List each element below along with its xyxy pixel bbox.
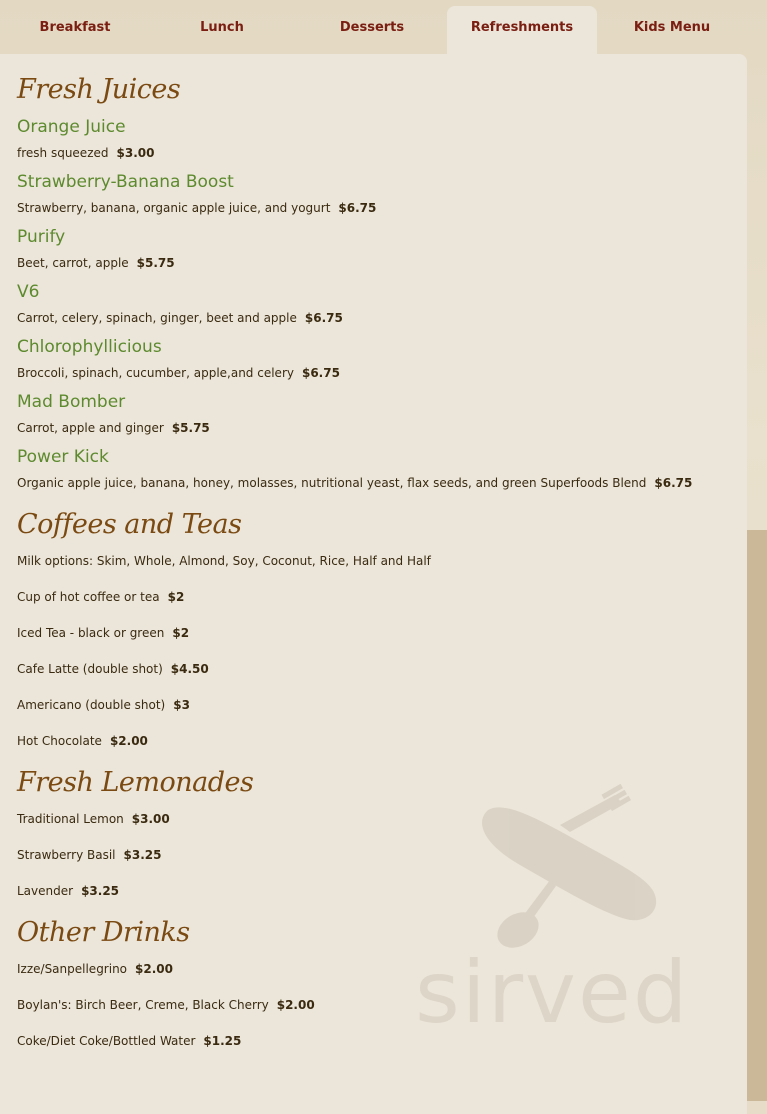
item-price: $6.75	[654, 476, 693, 490]
item-price: $2.00	[109, 734, 148, 748]
watermark-text: sirved	[415, 943, 690, 1040]
item-name: V6	[17, 282, 40, 302]
item-price: $3.25	[123, 848, 162, 862]
item-price: $2.00	[135, 962, 173, 976]
item-line: Lavender $3.25	[17, 884, 120, 898]
item-price: $3	[173, 698, 190, 712]
item-line: Strawberry Basil $3.25	[17, 848, 162, 862]
item-name: Orange Juice	[17, 117, 126, 137]
item-line: Cup of hot coffee or tea $2	[17, 590, 185, 604]
item-price: $6.75	[301, 366, 340, 380]
item-price: $3.00	[116, 146, 155, 160]
item-price: $2.00	[276, 998, 315, 1012]
item-price: $2	[172, 626, 190, 640]
item-price: $5.75	[136, 256, 175, 270]
section-title-coffees-teas: Coffees and Teas	[17, 509, 242, 540]
item-name: Chlorophyllicious	[17, 337, 162, 357]
right-edge-strip	[747, 530, 767, 1101]
item-line: Izze/Sanpellegrino $2.00	[17, 962, 173, 976]
item-description: Carrot, celery, spinach, ginger, beet and apple $6.75	[17, 311, 343, 325]
section-title-fresh-lemonades: Fresh Lemonades	[17, 767, 254, 798]
item-price: $3.25	[81, 884, 120, 898]
item-price: $2	[167, 590, 185, 604]
item-line: Iced Tea - black or green $2	[17, 626, 190, 640]
item-line: Traditional Lemon $3.00	[17, 812, 170, 826]
milk-options-note: Milk options: Skim, Whole, Almond, Soy, Coconut, Rice, Half and Half	[17, 554, 431, 568]
menu-tabs	[0, 0, 767, 56]
item-line: Americano (double shot) $3	[17, 698, 190, 712]
tab-refreshments[interactable]: Refreshments	[447, 6, 597, 56]
section-title-fresh-juices: Fresh Juices	[17, 74, 181, 105]
tab-kids-menu[interactable]: Kids Menu	[633, 19, 711, 35]
item-price: $6.75	[304, 311, 343, 325]
section-title-other-drinks: Other Drinks	[17, 917, 190, 948]
item-description: fresh squeezed $3.00	[17, 146, 155, 160]
item-price: $6.75	[338, 201, 377, 215]
item-name: Power Kick	[17, 447, 109, 467]
fork-spoon-knife-icon	[482, 784, 656, 955]
item-description: Beet, carrot, apple $5.75	[17, 256, 175, 270]
item-name: Purify	[17, 227, 66, 247]
sirved-watermark	[410, 770, 720, 1040]
item-line: Cafe Latte (double shot) $4.50	[17, 662, 209, 676]
item-name: Strawberry-Banana Boost	[17, 172, 234, 192]
tab-lunch[interactable]: Lunch	[200, 19, 244, 35]
item-description: Organic apple juice, banana, honey, molasses, nutritional yeast, flax seeds, and green Superfoods Blend $6.75	[17, 476, 693, 490]
item-name: Mad Bomber	[17, 392, 126, 412]
item-description: Carrot, apple and ginger $5.75	[17, 421, 210, 435]
item-line: Coke/Diet Coke/Bottled Water $1.25	[17, 1034, 242, 1048]
item-description: Strawberry, banana, organic apple juice, and yogurt $6.75	[17, 201, 377, 215]
item-line: Boylan's: Birch Beer, Creme, Black Cherry $2.00	[17, 998, 315, 1012]
item-line: Hot Chocolate $2.00	[17, 734, 148, 748]
item-description: Broccoli, spinach, cucumber, apple,and celery $6.75	[17, 366, 340, 380]
item-price: $3.00	[131, 812, 170, 826]
item-price: $5.75	[171, 421, 210, 435]
tab-breakfast[interactable]: Breakfast	[39, 19, 111, 35]
tab-desserts[interactable]: Desserts	[339, 19, 405, 35]
item-price: $1.25	[203, 1034, 242, 1048]
item-price: $4.50	[170, 662, 209, 676]
